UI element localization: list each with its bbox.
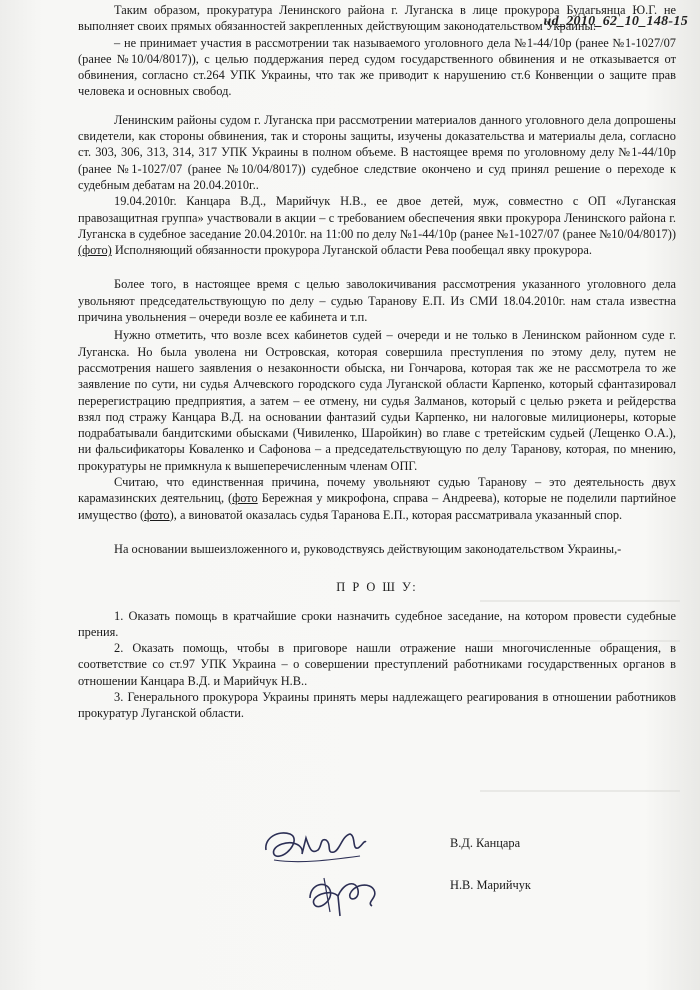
paragraph: – не принимает участия в рассмотрении так называемого уголовного дела №1-44/10р (ранее №1-1027/07 (ранее №10/04/8017)), с целью поддержания перед судом государственного обвинения и не отказывается от обвинения, согласно ст.264 УПК Украины, что так же приводит к нарушению ст.6 Конвенции о защите прав человека и основных свобод. <box>78 35 676 99</box>
paragraph: Более того, в настоящее время с целью заволокичивания рассмотрения указанного уголовного дела увольняют председательствующую по делу – судью Таранову Е.П. Из СМИ 18.04.2010г. нам стала известна причина увольнения – очереди возле ее кабинета и т.п. <box>78 277 676 325</box>
request-item: 2. Оказать помощь, чтобы в приговоре нашли отражение наши многочисленные обращения, в соответствие со ст.97 УПК Украина – о совершении преступлений работниками государственных органов в отношении Канцара В.Д. и Марийчук Н.В.. <box>78 641 676 688</box>
paragraph <box>78 193 676 258</box>
paragraph-text: Исполняющий обязанности прокурора Луганской области Рева пообещал явку прокурора. <box>111 243 592 258</box>
spacer <box>78 258 676 276</box>
document-id: ud_2010_62_10_148-15 <box>543 14 688 29</box>
paragraph-text: ), а виноватой оказалась судья Таранова Е.П., которая рассматривала указанный спор. <box>169 507 623 522</box>
request-item: 1. Оказать помощь в кратчайшие сроки назначить судебное заседание, на котором провести судебные прения. <box>78 608 676 639</box>
paragraph: Ленинским районы судом г. Луганска при рассмотрении материалов данного уголовного дела допрошены свидетели, как стороны обвинения, так и стороны защиты, изучены доказательства и материалы дела, согласно ст. 303, 306, 313, 314, 317 УПК Украины в полном объеме. В настоящее время по уголовному делу №1-44/10р (ранее №1-1027/07 (ранее №10/04/8017)) судебное следствие окончено и суд принял решение о переходе к судебным дебатам на 20.04.2010г.. <box>78 112 676 192</box>
paragraph <box>78 474 676 523</box>
paragraph: Таким образом, прокуратура Ленинского района г. Луганска в лице прокурора Будагьянца Ю.Г. не выполняет своих прямых обязанностей закрепленных действующим законодательством Украины: <box>78 3 676 34</box>
paragraph: На основании вышеизложенного и, руководствуясь действующим законодательством Украины,- <box>114 541 622 556</box>
photo-link[interactable]: (фото) <box>78 243 112 258</box>
signature-2-image <box>300 872 390 922</box>
document-body <box>78 0 676 722</box>
request-item: 3. Генерального прокурора Украины принять меры надлежащего реагирования в отношении работников прокуратур Луганской области. <box>78 689 676 721</box>
spacer <box>78 100 676 112</box>
signatory-name-1: В.Д. Канцара <box>450 836 521 850</box>
paragraph-text: 19.04.2010г. Канцара В.Д., Марийчук Н.В., ее двое детей, муж, совместно с ОП «Луганская правозащитная группа» участвовали в акции – с требованием обеспечения явки прокурора Ленинского района г. Луганска в судебное заседание 20.04.2010г. на 11:00 по делу №1-44/10р (ранее №1-1027/07 (ранее №10/04/8017)) <box>78 194 676 241</box>
signature-1-image <box>260 820 370 872</box>
spacer <box>78 557 676 575</box>
signatory-name-2: Н.В. Марийчук <box>450 878 531 892</box>
paragraph-text: Считаю, что единственная причина, почему увольняют судью Таранову – это деятельность двух карамазинских деятельниц, ( <box>78 475 676 506</box>
request-heading: П Р О Ш У: <box>336 580 418 595</box>
spacer <box>78 523 676 541</box>
bleed-through-line <box>480 790 680 792</box>
paragraph-text: Бережная у микрофона, справа – Андреева), которые не поделили партийное имущество ( <box>78 491 676 522</box>
photo-link[interactable]: фото <box>144 507 170 522</box>
signature-block <box>260 820 590 930</box>
photo-link[interactable]: фото <box>232 491 258 506</box>
paragraph: Нужно отметить, что возле всех кабинетов судей – очереди и не только в Ленинском районном суде г. Луганска. Но была уволена ни Островская, которая совершила преступления по этому делу, путем не рассмотрения нашего заявления о незаконности обыска, ни Гончарова, которая так же не рассмотрела то же заявление по сути, ни судья Алчевского городского суда Луганской области Карпенко, который сфантазировал перерегистрацию предприятия, а затем – ее отмену, ни судья Залманов, который с целью рэкета и рейдерства взял под стражу Канцара В.Д. на основании фантазий судьи Карпенко, ни налоговые милиционеры, которые подрабатывали бандитскими обысками (Чивиленко, Шаройкин) во главе с третейским судьей (Лещенко О.А.), ни фальсификаторы Коваленко и Сафонова – а председательствующую по делу Таранову, которая, по мнению, прокуратуры не примкнула к вышеперечисленным членам ОПГ. <box>78 328 676 473</box>
